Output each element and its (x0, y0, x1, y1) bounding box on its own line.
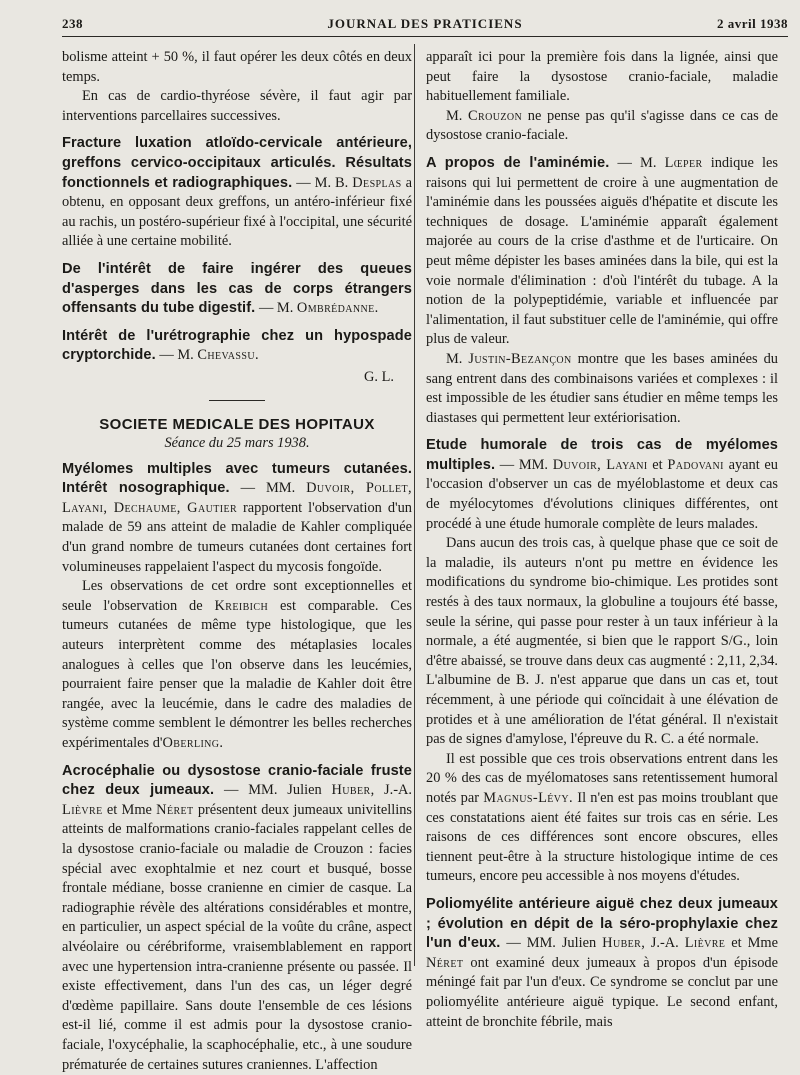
report-text: a obtenu, en opposant deux greffons, un antéro-inférieur fixé au rachis, un postéro-supérieur fixé à l'occipital, une sécurité alliée à une certaine mobilité. (62, 174, 412, 250)
author-name: Ombrédanne. (296, 300, 379, 317)
paragraph (426, 436, 778, 534)
author-name: Kreibich (214, 597, 269, 614)
author-name: Lièvre (62, 801, 103, 818)
report-text: indique les raisons qui lui permettent de croire à une augmentation de l'aminémie dans les poussées aiguës d'hépatite et discute les techniques de dosage. L'aminémie apparaît également majorée au cours de la crise d'asthme et de l'urticaire. On peut même dépister les bases aminées dans la bile, qui est la voie normale d'élimination : d'où l'intérêt du tubage. A la notion de la polypeptidémie, variable et influencée par l'alimentation, il faut substituer celle de l'aminémie, qui offre plus de valeur. (426, 154, 778, 348)
text: et Mme (102, 801, 157, 818)
report-title: Fracture luxation atloïdo-cervicale antérieure, greffons cervico-occipitaux articulés. Résultats fonctionnels et radiographiques. (62, 135, 412, 191)
author-name: Néret (426, 954, 464, 971)
text: est comparable. Ces tumeurs cutanées de même type histologique, que les auteurs interprètent comme des métaplasies locales analogues à celles que l'on observe dans les leucémies, pourraient faire penser que la maladie de Kahler doit être rangée, avec la leucémie, dans le cadre des maladies de système comme semblent le démontrer les belles recherches expérimentales d' (62, 597, 412, 751)
paragraph (62, 577, 412, 753)
dash: — M. (155, 347, 198, 364)
author-name: Lièvre (684, 935, 726, 952)
author-name: Desplas (352, 174, 402, 191)
author-name: Crouzon (468, 107, 523, 124)
dash: — MM. Julien (500, 935, 603, 952)
report-title: De l'intérêt de faire ingérer des queues d'asperges dans les cas de corps étrangers offensants du tube digestif. (62, 260, 412, 317)
dash: — MM. (495, 456, 553, 473)
paragraph: En cas de cardio-thyréose sévère, il faut agir par interventions parcellaires successives. (62, 88, 412, 124)
signature: G. L. (364, 368, 394, 385)
text: M. (446, 107, 469, 124)
author-name: Chevassu. (197, 347, 259, 364)
author-name: Huber (602, 935, 642, 952)
report-text: rapportent l'observation d'un malade de 59 ans atteint de maladie de Kahler compliquée d'un grand nombre de tumeurs cutanées dont certaines fort volumineuses rappelaient l'aspect du mycosis fongoïde. (62, 499, 413, 575)
column-divider (414, 44, 415, 966)
text: Les observations de cet ordre sont exceptionnelles et seule l'observation de (62, 578, 412, 614)
paragraph (62, 134, 412, 252)
session-date: Séance du 25 mars 1938. (164, 435, 310, 452)
report-text: ont examiné deux jumeaux à propos d'un épisode méningé fait par l'un d'eux. Ce syndrome se conclut par une poliomyélite antérieure aiguë typique. Le second enfant, atteint de bronchite fébrile, mais (426, 954, 778, 1030)
report-text: ayant eu l'occasion d'observer un cas de myéloblastome et deux cas de myélocytomes d'évolutions cliniques différentes, ont procédé à une étude humorale complète de leurs malades. (426, 456, 778, 532)
report-entry (62, 460, 412, 754)
dash: — M. B. (292, 174, 353, 191)
report-title: Acrocéphalie ou dysostose cranio-faciale fruste chez deux jumeaux. (62, 762, 412, 799)
page-number: 238 (62, 16, 83, 31)
paragraph (62, 460, 412, 578)
report-entry (62, 762, 412, 1075)
author-name: Lœper (664, 154, 703, 171)
paragraph (426, 107, 778, 146)
author-name: Padovani (667, 456, 724, 473)
text: et (647, 456, 668, 473)
report-entry (62, 327, 412, 388)
text: Il n'en est pas moins troublant que ces constatations aient été faites sur trois cas en série. Les raisons de ces différences sont encore obscures, elles tiennent peut-être à la structure histologique intime de ces tumeurs, encore peu accessible à nos moyens d'études. (426, 789, 778, 885)
paragraph: bolisme atteint + 50 %, il faut opérer les deux côtés en deux temps. (62, 49, 412, 85)
text: M. (446, 350, 469, 367)
left-column (62, 48, 412, 1075)
report-entry (426, 436, 778, 887)
journal-title: JOURNAL DES PRATICIENS (327, 16, 523, 31)
paragraph (62, 762, 412, 1075)
dash: — M. (609, 154, 665, 171)
text: et Mme (725, 935, 778, 952)
author-name: Justin-Bezançon (468, 350, 572, 367)
text: montre que les bases aminées du sang entrent dans des combinaisons variées et complexes : il est impossible de les étudier sans étudier en même temps les diastases qui permettent leur extériorisation. (426, 350, 778, 426)
report-entry (426, 154, 778, 428)
report-entry (426, 895, 778, 1032)
paragraph (426, 895, 778, 1032)
text: , J.-A. (370, 782, 412, 799)
author-name: Oberling. (162, 735, 224, 751)
society-heading: SOCIETE MEDICALE DES HOPITAUX (99, 415, 375, 433)
text: Il est possible que ces trois observations entrent dans les 20 % des cas de myélomatoses sans retentissement humoral notés par (426, 750, 778, 806)
report-title: Myélomes multiples avec tumeurs cutanées. Intérêt nosographique. (62, 460, 412, 497)
report-entry (62, 260, 412, 319)
paragraph (426, 350, 778, 428)
paragraph (426, 750, 778, 887)
section-separator (209, 400, 265, 401)
report-title: Intérêt de l'urétrographie chez un hypospade cryptorchide. (62, 327, 412, 364)
report-text: présentent deux jumeaux univitellins atteints de malformations cranio-faciales rappelant celles de la dysostose cranio-faciale ou maladie de Crouzon : facies spécial avec exophtalmie et nez court et busqué, bosse frontale médiane, bosse cranienne en cimier de casque. La radiographie révèle des altérations considérables et montre, en particulier, un aspect spécial de la voûte du crâne, aspect alvéolaire ou cérébriforme, vraisemblablement en rapport avec une hypertension intra-cranienne présente ou passée. Il existe effectivement, dans l'un des cas, un léger degré d'œdème papillaire. Sans doute l'ensemble de ces lésions est-il lié, comme il est admis pour la dysostose cranio-faciale, l'oxycéphalie, la scaphocéphalie, etc., à une soudure prématurée de certaines sutures craniennes. L'affection (62, 801, 412, 1073)
paragraph (426, 154, 778, 350)
report-entry (62, 134, 412, 252)
author-names: Duvoir, Pollet, Layani, Dechaume, Gautier (62, 480, 412, 516)
text: , J.-A. (641, 935, 685, 952)
report-title: Etude humorale de trois cas de myélomes multiples. (426, 437, 778, 473)
dash: — M. (255, 300, 297, 317)
running-header (62, 12, 788, 37)
author-names: Duvoir, Layani (552, 456, 648, 473)
dash: — MM. (229, 480, 307, 497)
paragraph: apparaît ici pour la première fois dans la lignée, ainsi que peut faire la dysostose cranio-faciale, maladie habituellement familiale. (426, 49, 778, 105)
report-title: Poliomyélite antérieure aiguë chez deux jumeaux ; évolution en dépit de la séro-prophylaxie chez l'un d'eux. (426, 895, 778, 952)
text: ne pense pas qu'il s'agisse dans ce cas de dysostose cranio-faciale. (426, 107, 778, 144)
author-name: Magnus-Lévy. (483, 789, 574, 806)
paragraph (62, 327, 412, 366)
report-title: A propos de l'aminémie. (426, 154, 610, 171)
issue-date: 2 avril 1938 (717, 16, 788, 31)
dash: — MM. Julien (214, 782, 332, 799)
paragraph (62, 260, 412, 319)
paragraph: Dans aucun des trois cas, à quelque phase que ce soit de la maladie, ils auteurs n'ont pu mettre en évidence les modifications du syndrome bio-chimique. Les protides sont restés à des taux normaux, la globuline a toujours été basse, seule la sérine, qui passe pour rester à un taux inférieur à la normale, a été augmentée, si bien que le rapport S/G., loin d'être abaissé, se trouve dans deux cas augmenté : 2,11, 2,34. L'albumine de B. J. n'est apparue que dans un cas et, tout récemment, à une période qui coïncidait à une élévation de protides et à une amélioration de l'état général. Il n'existait pas de signes d'amylose, l'épreuve du R. C. a été normale. (426, 535, 778, 748)
author-name: Néret (156, 801, 194, 818)
author-name: Huber (331, 782, 371, 799)
right-column (426, 48, 778, 1032)
